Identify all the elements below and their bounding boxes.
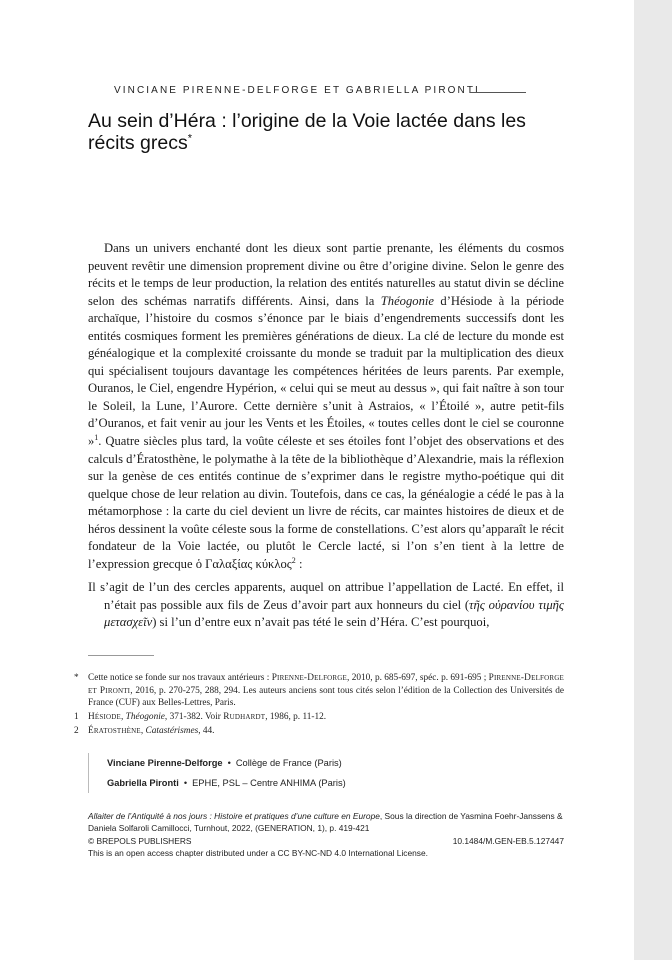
- quotation-part-1: Il s’agit de l’un des cercles apparents, auquel on attribue l’appellation de Lacté. En effet, il n’était pas possible aux fils de Zeus d’avoir part aux honneurs du ciel (: [88, 580, 564, 612]
- title-footnote-marker[interactable]: *: [187, 132, 192, 145]
- colophon: [88, 810, 564, 860]
- footnote-text-part: ,: [121, 712, 126, 723]
- citation-line: [88, 810, 564, 835]
- footnote-text: [88, 711, 564, 724]
- author-name: Vinciane Pirenne-Delforge: [107, 758, 223, 768]
- footnote-text-part: , 44.: [198, 725, 215, 736]
- bullet-separator: •: [227, 758, 231, 768]
- author-citation: Rudhardt: [223, 712, 266, 723]
- paragraph-1-part-1: Dans un univers enchanté dont les dieux sont partie prenante, les éléments du cosmos peuvent revêtir une dimension proprement divine ou être d’origine divine. Selon le genre des récits et le temps de leur production, la relation des entités naturelles au statut divin se décline selon des schémas narratifs différents. Ainsi, dans la: [88, 241, 564, 308]
- work-title-theogonie: Théogonie: [380, 293, 434, 308]
- author-row: [107, 753, 577, 773]
- footnote-mark: *: [74, 673, 79, 683]
- publisher-row: [88, 835, 564, 847]
- license-line: This is an open access chapter distributed under a CC BY-NC-ND 4.0 International License.: [88, 848, 428, 859]
- quotation-part-2: ) si l’un d’entre eux n’avait pas tété le sein d’Héra. C’est pourquoi,: [152, 615, 490, 630]
- paragraph-1: [88, 240, 564, 573]
- author-citation: Pirenne-Delforge: [271, 673, 348, 683]
- footnote-text-part: , 371-382. Voir: [164, 712, 224, 723]
- footnote-mark: 2: [74, 725, 79, 736]
- footnote-text-part: ,: [140, 725, 146, 736]
- author-citation: Pirenne-Delforge et Pironti: [88, 673, 564, 696]
- footnote-text-part: , 2016, p. 270-275, 288, 294. Les auteurs anciens sont tous cités selon l’édition de la Collection des Universités de France (CUF) aux Belles-Lettres, Paris.: [88, 685, 564, 709]
- author-affiliations: [88, 753, 577, 793]
- running-head-rule: [470, 92, 526, 93]
- footnote-1: [74, 711, 564, 724]
- book-title: Allaiter de l’Antiquité à nos jours : Histoire et pratiques d’une culture en Europe: [88, 811, 380, 821]
- author-affiliation: Collège de France (Paris): [235, 758, 342, 768]
- footnote-text: [88, 672, 564, 710]
- greek-quotation: τῆς οὐρανίου τιμῆς μετασχεῖν: [104, 597, 565, 630]
- body-text: [88, 240, 564, 632]
- author-affiliation: EPHE, PSL – Centre ANHIMA (Paris): [192, 778, 346, 788]
- footnote-ref-2[interactable]: 2: [291, 555, 296, 565]
- book-details: , Sous la direction de Yasmina Foehr-Janssens & Daniela Solfaroli Camillocci, Turnhout, 2022, (GENERATION, 1), p. 419-421: [88, 811, 563, 834]
- work-title: Théogonie: [125, 712, 165, 723]
- footnotes: [74, 672, 564, 739]
- author-name: Gabriella Pironti: [107, 778, 179, 788]
- footnote-ref-1[interactable]: 1: [94, 432, 99, 442]
- doi-link[interactable]: 10.1484/M.GEN-EB.5.127447: [452, 835, 564, 846]
- footnote-text-part: , 2010, p. 685-697, spéc. p. 691-695 ;: [347, 673, 489, 683]
- quotation-paragraph: [88, 579, 564, 632]
- publisher: © BREPOLS PUBLISHERS: [88, 835, 192, 846]
- article-title: [88, 110, 558, 154]
- running-head: VINCIANE PIRENNE-DELFORGE ET GABRIELLA PIRONTI: [114, 85, 480, 96]
- page-gutter: [634, 0, 672, 960]
- paragraph-1-part-2: d’Hésiode à la période archaïque, l’histoire du cosmos s’énonce par le biais d’engendrements successifs dont les entités cosmiques forment les premières générations de dieux. La clé de lecture du monde est généalogique et la complexité croissante du monde se traduit par la multiplication des dieux qui spécialisent toujours davantage les compétences héritées de leurs parents. Par exemple, Ouranos, le Ciel, engendre Hypérion, « celui qui se meut au dessus », qui fait naître à son tour le Soleil, la Lune, l’Aurore. Cette dernière s’unit à Astraios, « l’Étoilé », autre petit-fils d’Ouranos, et fait venir au jour les Vents et les Étoiles, « toutes celles dont le ciel se couronne »: [88, 293, 564, 449]
- footnote-star: [74, 672, 564, 710]
- footnote-text-part: , 1986, p. 11-12.: [265, 712, 327, 723]
- paragraph-1-part-4: :: [295, 556, 303, 571]
- footnote-text: [88, 725, 564, 738]
- author-row: [107, 773, 577, 793]
- footnote-2: [74, 725, 564, 738]
- footnote-mark: 1: [74, 712, 79, 723]
- paragraph-1-part-3: . Quatre siècles plus tard, la voûte céleste et ses étoiles font l’objet des observations et des calculs d’Ératosthène, le polymathe à la tête de la bibliothèque d’Alexandrie, mais la réflexion sur la genèse de ces entités continue de s’exprimer dans le registre mytho-poétique qui dit quelque chose de leur relation au divin. Toutefois, dans ce cas, la généalogie a cédé le pas à la métamorphose : la carte du ciel devient un livre de récits, car maintes histoires de dieux et de héros dessinent la voûte céleste sous la forme de constellations. C’est alors qu’apparaît le récit fondateur de la Voie lactée, ou plutôt le Cercle lacté, si l’on s’en tient à la lettre de l’expression grecque ὁ Γαλαξίας κύκλος: [88, 434, 564, 571]
- footnote-rule: [88, 655, 154, 656]
- author-citation: Hésiode: [88, 712, 122, 723]
- bullet-separator: •: [183, 778, 188, 788]
- author-citation: Ératosthène: [88, 725, 141, 736]
- footnote-text-part: Cette notice se fonde sur nos travaux antérieurs :: [88, 673, 272, 683]
- article-title-text: Au sein d’Héra : l’origine de la Voie lactée dans les récits grecs: [88, 110, 526, 154]
- work-title: Catastérismes: [145, 725, 199, 736]
